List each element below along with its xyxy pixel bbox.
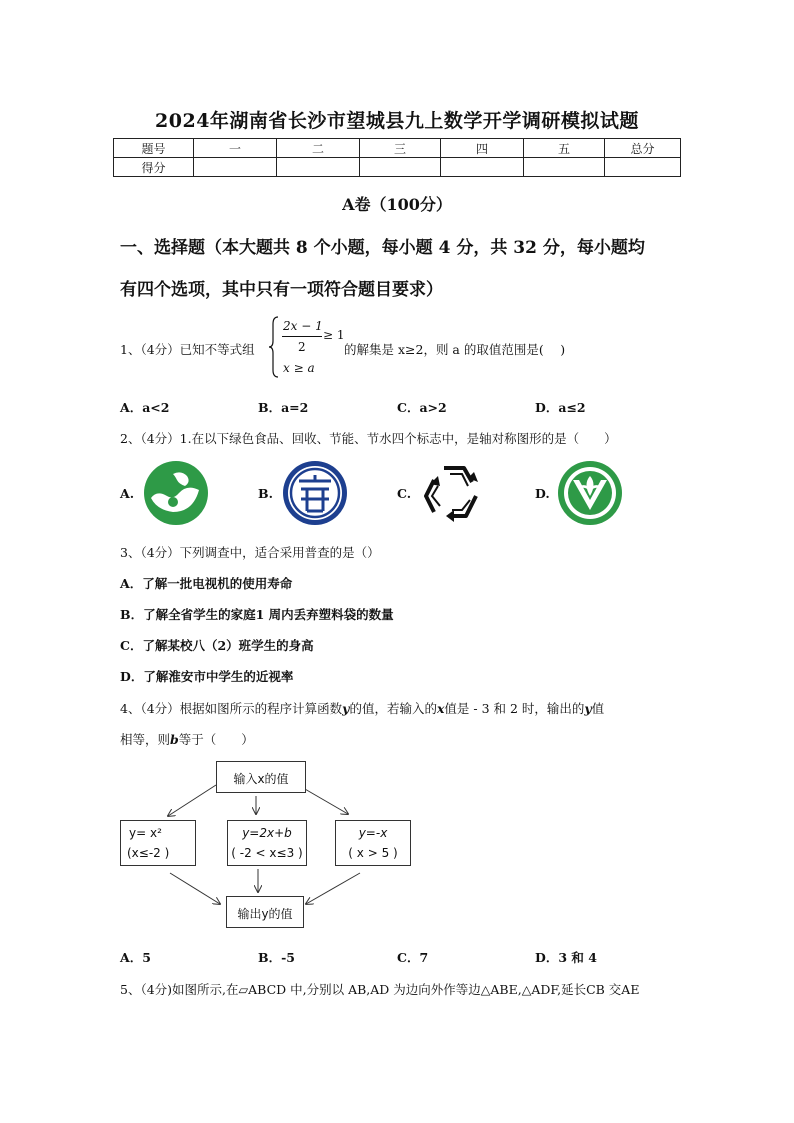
flow-left-formula: y= x² bbox=[129, 826, 162, 840]
q3-option-a: A．了解一批电视机的使用寿命 bbox=[120, 576, 293, 591]
flow-input-label: 输入x的值 bbox=[233, 772, 289, 786]
q1-option-d: D．a≤2 bbox=[535, 400, 586, 415]
flow-middle-condition: ( -2 < x≤3 ) bbox=[231, 846, 303, 860]
section-heading-line1: 一、选择题（本大题共 8 个小题，每小题 4 分，共 32 分，每小题均 bbox=[120, 238, 645, 258]
flow-input-box bbox=[216, 761, 306, 793]
q1-prefix: 1、（4分）已知不等式组 bbox=[120, 342, 255, 357]
score-header-cell: 五 bbox=[524, 139, 605, 158]
q1-geq-one: ≥ 1 bbox=[323, 328, 345, 342]
flow-right-condition: ( x > 5 ) bbox=[348, 846, 398, 860]
score-header-cell: 一 bbox=[194, 139, 277, 158]
flow-middle-box bbox=[227, 820, 307, 866]
q1-fraction-bar bbox=[282, 336, 322, 337]
flow-left-box bbox=[120, 820, 196, 866]
score-header-cell: 二 bbox=[277, 139, 360, 158]
part-a-heading: A卷（100分） bbox=[342, 195, 452, 214]
q4-line1-part-c: 值是 - 3 和 2 时，输出的 bbox=[444, 701, 585, 716]
q1-suffix: 的解集是 x≥2，则 a 的取值范围是( ) bbox=[344, 342, 566, 357]
score-table-header-row bbox=[114, 139, 681, 158]
recycle-arrows-icon bbox=[420, 460, 488, 526]
q4-option-b: B．-5 bbox=[258, 950, 295, 965]
q4-line1-part-d: 值 bbox=[591, 701, 605, 716]
q2-label-b: B. bbox=[258, 486, 273, 501]
q1-option-b: B．a=2 bbox=[258, 400, 309, 415]
q3-option-c: C．了解某校八（2）班学生的身高 bbox=[120, 638, 314, 653]
q4-line2 bbox=[120, 730, 254, 748]
q4-line1-part-a: 4、（4分）根据如图所示的程序计算函数 bbox=[120, 701, 343, 716]
q1-second-inequality: x ≥ a bbox=[283, 361, 315, 375]
score-cell bbox=[360, 158, 441, 177]
q4-var-x: x bbox=[436, 701, 445, 716]
q4-line1-part-b: 的值，若输入的 bbox=[349, 701, 437, 716]
q4-line2-part-a: 相等，则 bbox=[120, 732, 171, 747]
q4-option-d: D．3 和 4 bbox=[535, 950, 597, 965]
score-row-label: 得分 bbox=[114, 158, 194, 177]
flow-right-formula: y=-x bbox=[358, 826, 388, 840]
score-header-cell: 三 bbox=[360, 139, 441, 158]
score-header-cell: 四 bbox=[441, 139, 524, 158]
q2-label-a: A. bbox=[120, 486, 135, 501]
q1-option-a: A．a<2 bbox=[120, 400, 170, 415]
q3-text: 3、（4分）下列调查中，适合采用普查的是（） bbox=[120, 545, 380, 560]
score-header-cell: 总分 bbox=[605, 139, 681, 158]
q4-var-y2: y bbox=[584, 701, 592, 716]
score-cell bbox=[441, 158, 524, 177]
flow-output-box bbox=[226, 896, 304, 928]
brace-icon bbox=[268, 316, 280, 378]
section-heading-line2: 有四个选项，其中只有一项符合题目要求） bbox=[120, 280, 443, 300]
q2-text: 2、（4分）1.在以下绿色食品、回收、节能、节水四个标志中，是轴对称图形的是（ ） bbox=[120, 431, 617, 446]
q4-line1 bbox=[120, 699, 604, 717]
q2-label-d: D. bbox=[535, 486, 550, 501]
score-cell bbox=[277, 158, 360, 177]
q3-option-b: B．了解全省学生的家庭1 周内丢弃塑料袋的数量 bbox=[120, 607, 394, 622]
score-cell bbox=[605, 158, 681, 177]
flow-left-condition: (x≤-2 ) bbox=[127, 846, 170, 860]
q1-fraction-numerator: 2x − 1 bbox=[283, 319, 323, 333]
recycle-circle-logo-icon bbox=[281, 459, 349, 527]
score-table-score-row bbox=[114, 158, 681, 177]
q1-fraction-denominator: 2 bbox=[298, 340, 306, 354]
q4-var-y: y bbox=[342, 701, 350, 716]
score-table bbox=[113, 138, 681, 177]
flow-output-label: 输出y的值 bbox=[237, 907, 293, 921]
flow-middle-formula: y=2x+b bbox=[242, 826, 292, 840]
q3-option-d: D．了解淮安市中学生的近视率 bbox=[120, 669, 294, 684]
q4-var-b: b bbox=[170, 732, 179, 747]
score-cell bbox=[194, 158, 277, 177]
page-title: 2024年湖南省长沙市望城县九上数学开学调研模拟试题 bbox=[155, 110, 639, 132]
energy-saving-logo-icon bbox=[557, 460, 623, 526]
q4-option-a: A．5 bbox=[120, 950, 151, 965]
score-cell bbox=[524, 158, 605, 177]
score-header-cell: 题号 bbox=[114, 139, 194, 158]
q5-text: 5、（4分)如图所示,在▱ABCD 中,分别以 AB,AD 为边向外作等边△ABE,△ADF,延长CB 交AE bbox=[120, 982, 640, 997]
q2-label-c: C. bbox=[397, 486, 412, 501]
q1-option-c: C．a>2 bbox=[397, 400, 447, 415]
q4-line2-part-c: 等于（ ） bbox=[178, 732, 254, 747]
green-food-logo-icon bbox=[143, 460, 209, 526]
q4-option-c: C．7 bbox=[397, 950, 429, 965]
flow-right-box bbox=[335, 820, 411, 866]
